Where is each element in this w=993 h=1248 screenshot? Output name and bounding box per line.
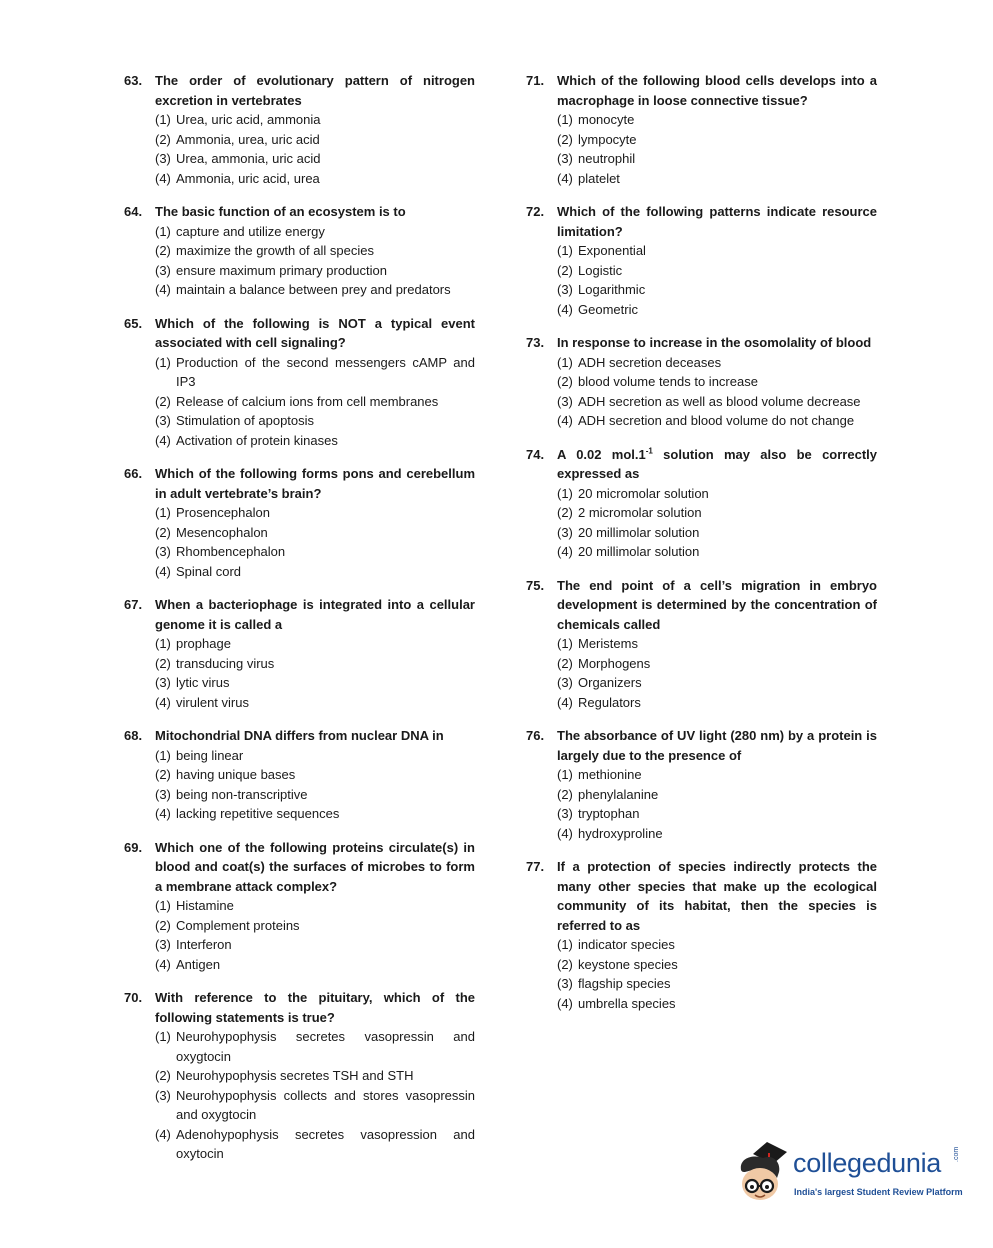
option-text: tryptophan — [578, 806, 640, 821]
option-text: neutrophil — [578, 151, 636, 166]
left-column — [124, 71, 475, 1178]
option-text: flagship species — [578, 976, 671, 991]
question-number: 70. — [124, 990, 143, 1005]
option-text: platelet — [578, 170, 620, 186]
answer-option — [557, 542, 877, 562]
option-text: methionine — [578, 767, 642, 782]
answer-option — [557, 353, 877, 373]
answer-option — [155, 804, 475, 824]
question-text: If a protection of species indirectly protects the many other species that make up the ecological community of its habitat, then the species is referred to as — [557, 859, 877, 933]
question — [526, 576, 877, 713]
option-key: (3) — [155, 151, 171, 166]
logo-brand-suffix: .com — [953, 1146, 960, 1162]
option-text: Urea, ammonia, uric acid — [176, 151, 321, 166]
question-text: The end point of a cell’s migration in embryo development is determined by the concentration of chemicals called — [557, 577, 877, 632]
answer-option — [557, 935, 877, 955]
question-number: 68. — [124, 728, 143, 743]
question-number: 66. — [124, 466, 143, 481]
option-key: (3) — [155, 1087, 171, 1103]
answer-option — [155, 411, 475, 431]
option-text: lytic virus — [176, 675, 230, 690]
question-text: In response to increase in the osomolality of blood — [557, 335, 872, 350]
option-text: ADH secretion and blood volume do not change — [578, 413, 855, 428]
option-key: (2) — [155, 767, 171, 782]
right-column — [526, 71, 877, 1027]
question — [526, 71, 877, 188]
question-text: Which of the following forms pons and cerebellum in adult vertebrate’s brain? — [155, 466, 475, 501]
question — [124, 314, 475, 451]
question-number: 63. — [124, 73, 143, 88]
option-key: (1) — [557, 636, 573, 651]
question-text: The order of evolutionary pattern of nitrogen excretion in vertebrates — [155, 73, 475, 108]
option-key: (2) — [155, 243, 171, 258]
answer-option — [155, 562, 475, 582]
option-text: having unique bases — [176, 767, 296, 782]
option-key: (4) — [155, 432, 171, 448]
option-text: capture and utilize energy — [176, 223, 325, 239]
question-text: Which one of the following proteins circulate(s) in blood and coat(s) the surfaces of microbes to form a membrane attack complex? — [155, 839, 475, 894]
answer-option — [557, 300, 877, 320]
option-text: maximize the growth of all species — [176, 243, 374, 258]
option-text: Activation of protein kinases — [176, 432, 338, 448]
option-key: (3) — [155, 675, 171, 690]
question — [526, 445, 877, 562]
option-text: Complement proteins — [176, 917, 300, 933]
question-number: 77. — [526, 859, 545, 874]
answer-option — [557, 130, 877, 150]
question-text: Mitochondrial DNA differs from nuclear DNA in — [155, 728, 444, 743]
option-text: Ammonia, uric acid, urea — [176, 170, 320, 186]
option-key: (3) — [557, 675, 573, 690]
question-number: 76. — [526, 728, 545, 743]
option-text: ADH secretion as well as blood volume decrease — [578, 393, 861, 409]
answer-option — [155, 523, 475, 543]
option-text: lacking repetitive sequences — [176, 806, 340, 821]
question-text: Which of the following blood cells develops into a macrophage in loose connective tissue? — [557, 73, 877, 108]
option-key: (1) — [155, 354, 171, 370]
question — [124, 202, 475, 300]
option-text: Urea, uric acid, ammonia — [176, 112, 321, 127]
option-key: (1) — [557, 937, 573, 952]
question-text: When a bacteriophage is integrated into a cellular genome it is called a — [155, 597, 475, 632]
option-key: (2) — [557, 505, 573, 520]
option-key: (2) — [155, 131, 171, 147]
option-text: Neurohypophysis collects and stores vasopressin and oxygtocin — [176, 1087, 475, 1122]
mascot-icon — [733, 1140, 795, 1215]
answer-option — [155, 280, 475, 300]
option-key: (1) — [557, 243, 573, 258]
question — [526, 202, 877, 319]
option-key: (1) — [155, 636, 171, 651]
question-number: 73. — [526, 335, 545, 350]
question — [124, 988, 475, 1164]
answer-option — [155, 1027, 475, 1066]
question — [124, 838, 475, 975]
option-key: (4) — [155, 170, 171, 186]
answer-option — [155, 503, 475, 523]
option-key: (1) — [155, 223, 171, 239]
option-text: Release of calcium ions from cell membranes — [176, 393, 439, 409]
question-text-superscript: -1 — [645, 446, 653, 456]
option-key: (1) — [557, 485, 573, 501]
option-key: (4) — [557, 301, 573, 317]
answer-option — [155, 222, 475, 242]
answer-option — [155, 916, 475, 936]
option-text: being non-transcriptive — [176, 786, 308, 802]
question-text: Which of the following is NOT a typical event associated with cell signaling? — [155, 315, 475, 350]
option-key: (2) — [557, 262, 573, 278]
answer-option — [557, 110, 877, 130]
question-text: The basic function of an ecosystem is to — [155, 204, 406, 219]
option-key: (2) — [155, 524, 171, 540]
answer-option — [557, 693, 877, 713]
answer-option — [557, 392, 877, 412]
option-text: Regulators — [578, 694, 641, 710]
option-text: maintain a balance between prey and predators — [176, 282, 451, 297]
logo-brand-text: collegedunia — [793, 1148, 942, 1178]
option-key: (3) — [155, 413, 171, 428]
option-key: (1) — [557, 767, 573, 782]
option-key: (3) — [557, 393, 573, 409]
answer-option — [557, 634, 877, 654]
option-key: (1) — [155, 1029, 171, 1044]
option-key: (4) — [557, 825, 573, 841]
answer-option — [557, 169, 877, 189]
option-text: prophage — [176, 636, 231, 651]
question-text-part: solution may also be correctly expressed as — [557, 446, 877, 481]
option-key: (2) — [557, 374, 573, 389]
option-text: Adenohypophysis secretes vasopression and oxytocin — [176, 1126, 475, 1161]
question — [124, 726, 475, 824]
answer-option — [155, 130, 475, 150]
option-key: (2) — [155, 393, 171, 409]
option-text: Mesencophalon — [176, 524, 268, 540]
option-text: ADH secretion deceases — [578, 354, 722, 370]
answer-option — [155, 785, 475, 805]
option-key: (1) — [155, 505, 171, 520]
question — [526, 333, 877, 431]
option-text: umbrella species — [578, 995, 676, 1011]
answer-option — [557, 955, 877, 975]
option-text: Antigen — [176, 956, 221, 972]
answer-option — [155, 673, 475, 693]
option-text: Exponential — [578, 243, 646, 258]
option-key: (4) — [155, 1126, 171, 1142]
answer-option — [155, 634, 475, 654]
answer-option — [557, 523, 877, 543]
question — [124, 71, 475, 188]
answer-option — [155, 654, 475, 674]
option-text: indicator species — [578, 937, 675, 952]
option-text: 20 micromolar solution — [578, 485, 709, 501]
answer-option — [155, 935, 475, 955]
answer-option — [557, 484, 877, 504]
option-text: ensure maximum primary production — [176, 262, 387, 278]
answer-option — [557, 765, 877, 785]
question-text — [557, 445, 877, 484]
option-text: Interferon — [176, 937, 232, 952]
option-key: (2) — [557, 786, 573, 802]
answer-option — [155, 110, 475, 130]
question-number: 71. — [526, 73, 545, 88]
option-key: (4) — [557, 544, 573, 559]
question-text: With reference to the pituitary, which of the following statements is true? — [155, 990, 475, 1025]
option-text: Meristems — [578, 636, 638, 651]
option-text: Prosencephalon — [176, 505, 270, 520]
answer-option — [155, 1086, 475, 1125]
answer-option — [155, 353, 475, 392]
question-text: Which of the following patterns indicate resource limitation? — [557, 204, 877, 239]
option-text: hydroxyproline — [578, 825, 663, 841]
option-text: 20 millimolar solution — [578, 524, 700, 540]
option-key: (4) — [155, 806, 171, 821]
question — [124, 595, 475, 712]
option-key: (4) — [557, 995, 573, 1011]
answer-option — [155, 1066, 475, 1086]
answer-option — [557, 241, 877, 261]
answer-option — [155, 693, 475, 713]
option-text: transducing virus — [176, 655, 275, 671]
option-key: (4) — [557, 170, 573, 186]
option-text: Histamine — [176, 898, 234, 913]
question-number: 64. — [124, 204, 143, 219]
option-text: being linear — [176, 747, 244, 763]
option-text: Neurohypophysis secretes vasopressin and oxygtocin — [176, 1029, 475, 1064]
option-text: Stimulation of apoptosis — [176, 413, 315, 428]
answer-option — [155, 542, 475, 562]
option-key: (4) — [155, 956, 171, 972]
option-key: (3) — [557, 151, 573, 166]
question-number: 75. — [526, 577, 545, 593]
answer-option — [155, 149, 475, 169]
option-text: Production of the second messengers cAMP and IP3 — [176, 354, 475, 389]
answer-option — [155, 896, 475, 916]
answer-option — [155, 746, 475, 766]
answer-option — [557, 411, 877, 431]
option-text: lympocyte — [578, 131, 637, 147]
answer-option — [155, 169, 475, 189]
option-key: (3) — [557, 976, 573, 991]
answer-option — [155, 261, 475, 281]
option-key: (2) — [155, 655, 171, 671]
option-key: (1) — [155, 112, 171, 127]
answer-option — [155, 765, 475, 785]
answer-option — [557, 654, 877, 674]
answer-option — [557, 149, 877, 169]
option-key: (4) — [155, 694, 171, 710]
option-key: (1) — [557, 354, 573, 370]
question-number: 65. — [124, 315, 143, 331]
option-text: Logistic — [578, 262, 623, 278]
option-key: (3) — [557, 282, 573, 297]
option-text: Ammonia, urea, uric acid — [176, 131, 320, 147]
option-text: Neurohypophysis secretes TSH and STH — [176, 1068, 414, 1083]
option-text: blood volume tends to increase — [578, 374, 758, 389]
option-key: (4) — [557, 694, 573, 710]
question-text-part: A 0.02 mol.1 — [557, 446, 646, 462]
option-text: virulent virus — [176, 694, 249, 710]
option-text: Rhombencephalon — [176, 544, 286, 559]
option-key: (3) — [155, 262, 171, 278]
option-text: Organizers — [578, 675, 642, 690]
option-key: (2) — [557, 956, 573, 972]
option-text: phenylalanine — [578, 786, 659, 802]
option-key: (2) — [155, 1068, 171, 1083]
answer-option — [557, 994, 877, 1014]
question-number: 74. — [526, 446, 545, 462]
answer-option — [155, 241, 475, 261]
answer-option — [557, 280, 877, 300]
answer-option — [557, 372, 877, 392]
option-key: (3) — [155, 937, 171, 952]
answer-option — [557, 673, 877, 693]
answer-option — [155, 1125, 475, 1164]
option-key: (3) — [557, 524, 573, 540]
answer-option — [557, 824, 877, 844]
option-text: Spinal cord — [176, 563, 242, 579]
option-text: 2 micromolar solution — [578, 505, 702, 520]
option-text: monocyte — [578, 112, 635, 127]
option-key: (2) — [155, 917, 171, 933]
logo-tagline: India's largest Student Review Platform — [794, 1187, 963, 1197]
option-key: (1) — [155, 747, 171, 763]
answer-option — [557, 804, 877, 824]
collegedunia-logo — [733, 1140, 963, 1215]
option-text: Morphogens — [578, 655, 651, 671]
answer-option — [155, 392, 475, 412]
answer-option — [557, 785, 877, 805]
question — [124, 464, 475, 581]
answer-option — [557, 974, 877, 994]
option-key: (3) — [557, 806, 573, 821]
question-number: 69. — [124, 839, 143, 855]
option-key: (1) — [155, 898, 171, 913]
question-text: The absorbance of UV light (280 nm) by a protein is largely due to the presence of — [557, 728, 877, 763]
option-text: Geometric — [578, 301, 638, 317]
option-key: (4) — [155, 282, 171, 297]
question — [526, 726, 877, 843]
option-key: (2) — [557, 131, 573, 147]
option-key: (4) — [155, 563, 171, 579]
answer-option — [155, 955, 475, 975]
option-text: Logarithmic — [578, 282, 646, 297]
option-key: (3) — [155, 544, 171, 559]
option-key: (2) — [557, 655, 573, 671]
answer-option — [557, 503, 877, 523]
option-text: 20 millimolar solution — [578, 544, 700, 559]
question-number: 72. — [526, 204, 545, 219]
question — [526, 857, 877, 1013]
option-key: (1) — [557, 112, 573, 127]
question-number: 67. — [124, 597, 143, 612]
option-key: (4) — [557, 413, 573, 428]
answer-option — [557, 261, 877, 281]
option-text: keystone species — [578, 956, 678, 972]
answer-option — [155, 431, 475, 451]
option-key: (3) — [155, 786, 171, 802]
